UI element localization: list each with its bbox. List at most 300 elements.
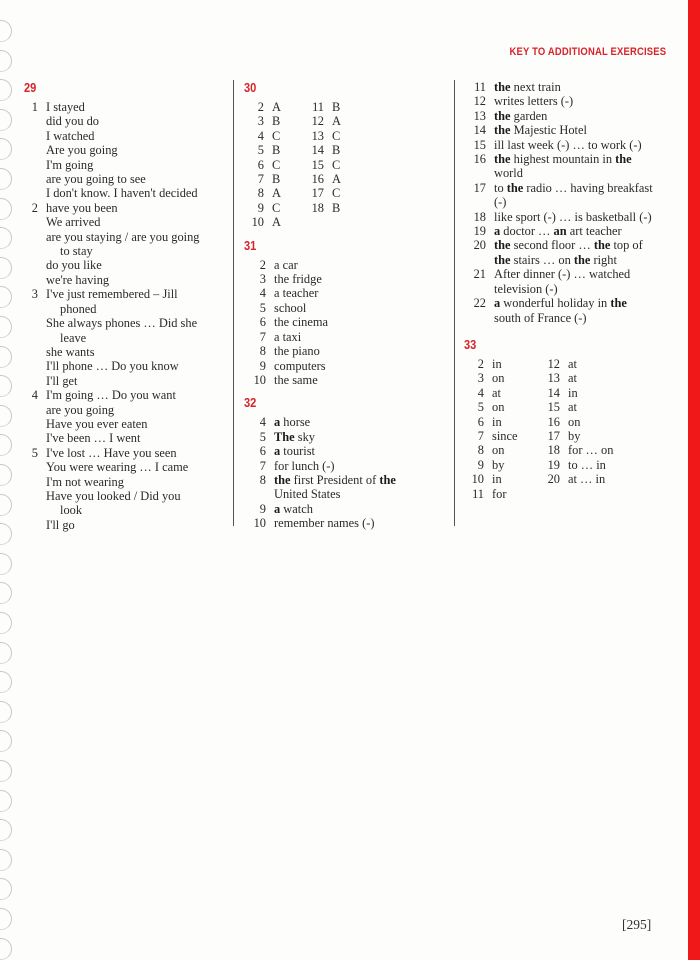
answer-text: at xyxy=(492,385,501,400)
answer-text: the same xyxy=(274,372,318,387)
answer-text: since xyxy=(492,428,518,443)
item-number: 2 xyxy=(257,100,264,114)
answer-row xyxy=(540,357,640,371)
answer-continuation: world xyxy=(494,166,523,181)
answer-text: in xyxy=(492,414,502,429)
item-number: 8 xyxy=(259,344,266,359)
answer-row xyxy=(244,215,304,229)
answer-text: on xyxy=(568,414,581,429)
bold-article: the xyxy=(610,296,627,311)
answer-text: A xyxy=(272,186,281,201)
answer-row xyxy=(464,238,686,252)
item-number: 9 xyxy=(259,501,266,516)
answer-text: Are you going xyxy=(46,143,118,158)
answer-text: Have you looked / Did you xyxy=(46,488,181,503)
spiral-hole-icon xyxy=(0,819,12,841)
exercise-31-answers xyxy=(244,258,449,388)
answer-row xyxy=(540,415,640,429)
answer-text: I watched xyxy=(46,128,95,143)
answer-text: a tourist xyxy=(274,444,315,459)
answer-text: are you going to see xyxy=(46,172,146,187)
bold-article: an xyxy=(553,224,567,239)
item-number: 7 xyxy=(477,428,484,443)
item-number: 3 xyxy=(259,272,266,287)
item-number: 4 xyxy=(31,388,38,403)
answer-text: C xyxy=(272,128,281,143)
answer-column xyxy=(464,357,540,501)
answer-text: the fridge xyxy=(274,272,322,287)
answer-text: leave xyxy=(60,330,87,345)
answer-row xyxy=(304,129,384,143)
answer-row xyxy=(244,315,449,329)
answer-text: the garden xyxy=(494,108,548,123)
answer-text: are you staying / are you going xyxy=(46,229,200,244)
answer-row xyxy=(244,186,304,200)
exercise-29-answers xyxy=(24,100,229,532)
item-number: 20 xyxy=(473,238,486,253)
item-number: 5 xyxy=(31,445,38,460)
spiral-hole-icon xyxy=(0,849,12,871)
answer-text: B xyxy=(332,100,341,114)
column-divider xyxy=(233,80,234,526)
spiral-hole-icon xyxy=(0,612,12,634)
answer-text: B xyxy=(332,143,341,158)
answer-text: ill last week (-) … to work (-) xyxy=(494,137,642,152)
answer-row xyxy=(464,109,686,123)
answer-row xyxy=(244,502,449,516)
item-number: 20 xyxy=(547,472,560,487)
spiral-hole-icon xyxy=(0,701,12,723)
answer-row xyxy=(304,100,384,114)
answer-row xyxy=(244,158,304,172)
item-number: 2 xyxy=(477,356,484,371)
bold-article: a xyxy=(274,444,281,459)
item-number: 1 xyxy=(31,100,38,114)
answer-text: I stayed xyxy=(46,100,85,114)
answer-text: have you been xyxy=(46,200,118,215)
answer-text: A xyxy=(332,172,341,187)
column-divider xyxy=(454,80,455,526)
answer-row xyxy=(244,359,449,373)
answer-text: I've just remembered – Jill xyxy=(46,287,178,302)
answer-row xyxy=(464,487,540,501)
item-number: 6 xyxy=(477,414,484,429)
bold-article: a xyxy=(274,415,281,430)
bold-article: the xyxy=(494,80,511,94)
answer-text: Have you ever eaten xyxy=(46,416,148,431)
answer-text: B xyxy=(272,143,281,158)
answer-text: by xyxy=(492,457,505,472)
answer-text: the highest mountain in the xyxy=(494,152,632,167)
answer-row xyxy=(304,114,384,128)
answer-text: by xyxy=(568,428,581,443)
item-number: 4 xyxy=(259,286,266,301)
answer-text: I'm going … Do you want xyxy=(46,388,176,403)
answer-row xyxy=(244,430,449,444)
exercise-32-answers xyxy=(244,415,449,530)
spiral-hole-icon xyxy=(0,553,12,575)
answer-row xyxy=(464,400,540,414)
answer-row xyxy=(304,143,384,157)
bold-article: the xyxy=(506,180,524,195)
bold-article: the xyxy=(573,252,591,267)
answer-text: like sport (-) … is basketball (-) xyxy=(494,209,652,224)
answer-row xyxy=(540,429,640,443)
exercise-number: 33 xyxy=(464,336,477,352)
answer-text: C xyxy=(332,128,341,143)
item-number: 15 xyxy=(473,137,486,152)
item-number: 17 xyxy=(311,186,324,201)
item-number: 10 xyxy=(471,472,484,487)
spiral-hole-icon xyxy=(0,346,12,368)
answer-text: C xyxy=(332,186,341,201)
item-number: 11 xyxy=(472,486,484,501)
item-number: 17 xyxy=(547,428,560,443)
answer-row xyxy=(464,429,540,443)
answer-text: on xyxy=(492,371,505,386)
item-number: 4 xyxy=(257,128,264,143)
exercise-number: 29 xyxy=(24,80,37,95)
answer-row xyxy=(304,158,384,172)
item-number: 3 xyxy=(477,371,484,386)
spiral-binding xyxy=(0,0,14,960)
item-number: 14 xyxy=(547,385,560,400)
answer-row xyxy=(244,258,449,272)
answer-text: phoned xyxy=(60,301,97,316)
answer-row xyxy=(464,138,686,152)
spiral-hole-icon xyxy=(0,227,12,249)
answer-text: for … on xyxy=(568,443,614,458)
answer-text: B xyxy=(272,114,281,129)
item-number: 13 xyxy=(473,108,486,123)
answer-row xyxy=(244,172,304,186)
item-number: 16 xyxy=(547,414,560,429)
spiral-hole-icon xyxy=(0,168,12,190)
answer-text: A xyxy=(332,114,341,129)
item-number: 15 xyxy=(311,157,324,172)
answer-row xyxy=(24,100,229,114)
answer-continuation: United States xyxy=(274,487,341,502)
answer-row xyxy=(464,181,686,195)
answer-row xyxy=(464,152,686,166)
item-number: 10 xyxy=(253,516,266,531)
item-number: 13 xyxy=(311,128,324,143)
answer-text: the first President of the xyxy=(274,472,396,487)
item-number: 19 xyxy=(547,457,560,472)
answer-row xyxy=(244,114,304,128)
answer-text: I've been … I went xyxy=(46,431,141,446)
exercise-number: 30 xyxy=(244,80,257,95)
spiral-hole-icon xyxy=(0,286,12,308)
answer-row xyxy=(244,444,449,458)
item-number: 2 xyxy=(31,200,38,215)
answer-row xyxy=(540,400,640,414)
spiral-hole-icon xyxy=(0,523,12,545)
spiral-hole-icon xyxy=(0,878,12,900)
item-number: 19 xyxy=(473,224,486,239)
spiral-hole-icon xyxy=(0,316,12,338)
item-number: 7 xyxy=(259,329,266,344)
item-number: 10 xyxy=(253,372,266,387)
column-middle xyxy=(244,80,449,539)
answer-text: to … in xyxy=(568,457,606,472)
answer-text: school xyxy=(274,300,307,315)
spiral-hole-icon xyxy=(0,671,12,693)
bold-article: a xyxy=(274,501,281,516)
bold-article: the xyxy=(274,472,291,487)
item-number: 9 xyxy=(257,200,264,215)
answer-row xyxy=(464,123,686,137)
answer-text: a car xyxy=(274,257,298,272)
answer-continuation: the stairs … on the right xyxy=(494,252,617,267)
answer-row xyxy=(540,371,640,385)
answer-row xyxy=(244,286,449,300)
bold-article: a xyxy=(494,224,501,239)
answer-text: for lunch (-) xyxy=(274,458,335,473)
item-number: 8 xyxy=(257,186,264,201)
answer-text: in xyxy=(492,356,502,371)
answer-row xyxy=(244,143,304,157)
item-number: 16 xyxy=(473,152,486,167)
spiral-hole-icon xyxy=(0,908,12,930)
item-number: 16 xyxy=(311,172,324,187)
running-head: KEY TO ADDITIONAL EXERCISES xyxy=(509,46,666,58)
spiral-hole-icon xyxy=(0,405,12,427)
answer-text: C xyxy=(272,200,281,215)
exercise-32-continued xyxy=(464,80,686,325)
answer-row xyxy=(244,201,304,215)
item-number: 7 xyxy=(257,172,264,187)
exercise-31 xyxy=(244,238,449,388)
answer-row xyxy=(464,210,686,224)
answer-text: look xyxy=(60,503,83,518)
answer-text: I've lost … Have you seen xyxy=(46,445,177,460)
spiral-hole-icon xyxy=(0,464,12,486)
item-number: 2 xyxy=(259,257,266,272)
item-number: 21 xyxy=(473,267,486,282)
answer-row xyxy=(244,415,449,429)
answer-row xyxy=(464,267,686,281)
answer-continuation: (-) xyxy=(494,195,507,210)
bold-article: the xyxy=(494,238,511,253)
spiral-hole-icon xyxy=(0,434,12,456)
answer-continuation: television (-) xyxy=(494,281,558,296)
answer-text: a doctor … an art teacher xyxy=(494,224,622,239)
spiral-hole-icon xyxy=(0,760,12,782)
answer-row xyxy=(304,186,384,200)
exercise-30-answers xyxy=(244,100,449,230)
answer-row xyxy=(24,287,229,301)
exercise-32 xyxy=(244,395,449,530)
answer-row xyxy=(464,386,540,400)
answer-text: You were wearing … I came xyxy=(46,460,189,475)
answer-text: the Majestic Hotel xyxy=(494,123,587,138)
column-left xyxy=(24,80,229,532)
answer-text: I'm not wearing xyxy=(46,474,124,489)
answer-row xyxy=(464,80,686,94)
answer-text: remember names (-) xyxy=(274,516,375,531)
item-number: 12 xyxy=(547,356,560,371)
answer-row xyxy=(244,301,449,315)
answer-text: She always phones … Did she xyxy=(46,316,198,331)
item-number: 18 xyxy=(547,443,560,458)
answer-row xyxy=(24,388,229,402)
answer-text: A xyxy=(272,100,281,114)
item-number: 9 xyxy=(477,457,484,472)
answer-text: at xyxy=(568,356,577,371)
item-number: 9 xyxy=(259,358,266,373)
bold-article: the xyxy=(494,252,511,267)
spiral-hole-icon xyxy=(0,730,12,752)
item-number: 4 xyxy=(259,415,266,430)
exercise-number: 31 xyxy=(244,237,257,253)
answer-text: I'll phone … Do you know xyxy=(46,359,179,374)
bold-article: the xyxy=(379,472,396,487)
exercise-30 xyxy=(244,80,449,230)
answer-column xyxy=(244,100,304,230)
spiral-hole-icon xyxy=(0,642,12,664)
answer-text: at xyxy=(568,400,577,415)
spiral-hole-icon xyxy=(0,20,12,42)
spiral-hole-icon xyxy=(0,494,12,516)
answer-text: did you do xyxy=(46,114,100,129)
answer-row xyxy=(244,272,449,286)
exercise-33-answers xyxy=(464,357,686,501)
answer-text: C xyxy=(272,157,281,172)
answer-row xyxy=(540,443,640,457)
answer-text: After dinner (-) … watched xyxy=(494,267,631,282)
item-number: 3 xyxy=(31,287,38,302)
item-number: 12 xyxy=(311,114,324,129)
item-number: 13 xyxy=(547,371,560,386)
spiral-hole-icon xyxy=(0,375,12,397)
spiral-hole-icon xyxy=(0,938,12,960)
answer-text: I'll go xyxy=(46,517,75,532)
answer-text: do you like xyxy=(46,258,102,273)
answer-text: the next train xyxy=(494,80,561,94)
answer-row xyxy=(244,100,304,114)
answer-text: B xyxy=(272,172,281,187)
answer-text: A xyxy=(272,215,281,230)
item-number: 11 xyxy=(474,80,486,94)
answer-text: a watch xyxy=(274,501,313,516)
answer-row xyxy=(244,330,449,344)
spiral-hole-icon xyxy=(0,109,12,131)
answer-row xyxy=(464,296,686,310)
answer-text: to stay xyxy=(60,244,93,259)
answer-text: The sky xyxy=(274,429,315,444)
item-number: 5 xyxy=(259,300,266,315)
answer-text: a teacher xyxy=(274,286,319,301)
exercise-33 xyxy=(464,337,686,501)
answer-row xyxy=(304,172,384,186)
item-number: 7 xyxy=(259,458,266,473)
item-number: 18 xyxy=(311,200,324,215)
bold-article: the xyxy=(615,152,632,167)
answer-text: in xyxy=(568,385,578,400)
item-number: 11 xyxy=(312,100,324,114)
item-number: 6 xyxy=(257,157,264,172)
answer-row xyxy=(304,201,384,215)
item-number: 3 xyxy=(257,114,264,129)
answer-row xyxy=(464,371,540,385)
answer-text: I don't know. I haven't decided xyxy=(46,186,198,201)
answer-row xyxy=(24,201,229,215)
item-number: 6 xyxy=(259,315,266,330)
answer-row xyxy=(464,94,686,108)
item-number: 12 xyxy=(473,94,486,109)
answer-row xyxy=(244,459,449,473)
bold-article: a xyxy=(494,296,501,311)
answer-column xyxy=(540,357,640,501)
item-number: 6 xyxy=(259,444,266,459)
answer-text: writes letters (-) xyxy=(494,94,574,109)
answer-row xyxy=(540,386,640,400)
exercise-number: 32 xyxy=(244,395,257,411)
answer-text: at … in xyxy=(568,472,606,487)
answer-row xyxy=(244,344,449,358)
bold-article: the xyxy=(494,123,511,138)
answer-text: a taxi xyxy=(274,329,302,344)
answer-text: on xyxy=(492,443,505,458)
answer-row xyxy=(464,415,540,429)
item-number: 4 xyxy=(477,385,484,400)
item-number: 15 xyxy=(547,400,560,415)
item-number: 10 xyxy=(251,215,264,230)
answer-row xyxy=(464,458,540,472)
answer-row xyxy=(540,472,640,486)
column-right xyxy=(464,80,686,509)
red-page-edge xyxy=(688,0,700,960)
item-number: 14 xyxy=(311,143,324,158)
answer-text: the cinema xyxy=(274,315,329,330)
page-number: [295] xyxy=(622,917,652,932)
answer-text: a horse xyxy=(274,415,311,430)
spiral-hole-icon xyxy=(0,138,12,160)
answer-text: a wonderful holiday in the xyxy=(494,296,627,311)
item-number: 5 xyxy=(257,143,264,158)
spiral-hole-icon xyxy=(0,198,12,220)
item-number: 8 xyxy=(477,443,484,458)
answer-row xyxy=(464,472,540,486)
answer-text: in xyxy=(492,472,502,487)
answer-row xyxy=(464,357,540,371)
spiral-hole-icon xyxy=(0,790,12,812)
answer-text: she wants xyxy=(46,344,95,359)
item-number: 5 xyxy=(259,429,266,444)
item-number: 5 xyxy=(477,400,484,415)
spiral-hole-icon xyxy=(0,79,12,101)
answer-row xyxy=(540,458,640,472)
answer-text: on xyxy=(492,400,505,415)
answer-column xyxy=(304,100,384,230)
answer-row xyxy=(244,473,449,487)
item-number: 22 xyxy=(473,296,486,311)
answer-text: I'm going xyxy=(46,157,94,172)
item-number: 18 xyxy=(473,209,486,224)
spiral-hole-icon xyxy=(0,582,12,604)
answer-row xyxy=(24,446,229,460)
answer-row xyxy=(244,516,449,530)
answer-row xyxy=(244,373,449,387)
answer-row xyxy=(464,443,540,457)
bold-article: the xyxy=(494,152,511,167)
answer-text: We arrived xyxy=(46,215,101,230)
answer-text: at xyxy=(568,371,577,386)
answer-text: we're having xyxy=(46,272,110,287)
answer-continuation: south of France (-) xyxy=(494,310,587,325)
answer-text: for xyxy=(492,486,507,501)
